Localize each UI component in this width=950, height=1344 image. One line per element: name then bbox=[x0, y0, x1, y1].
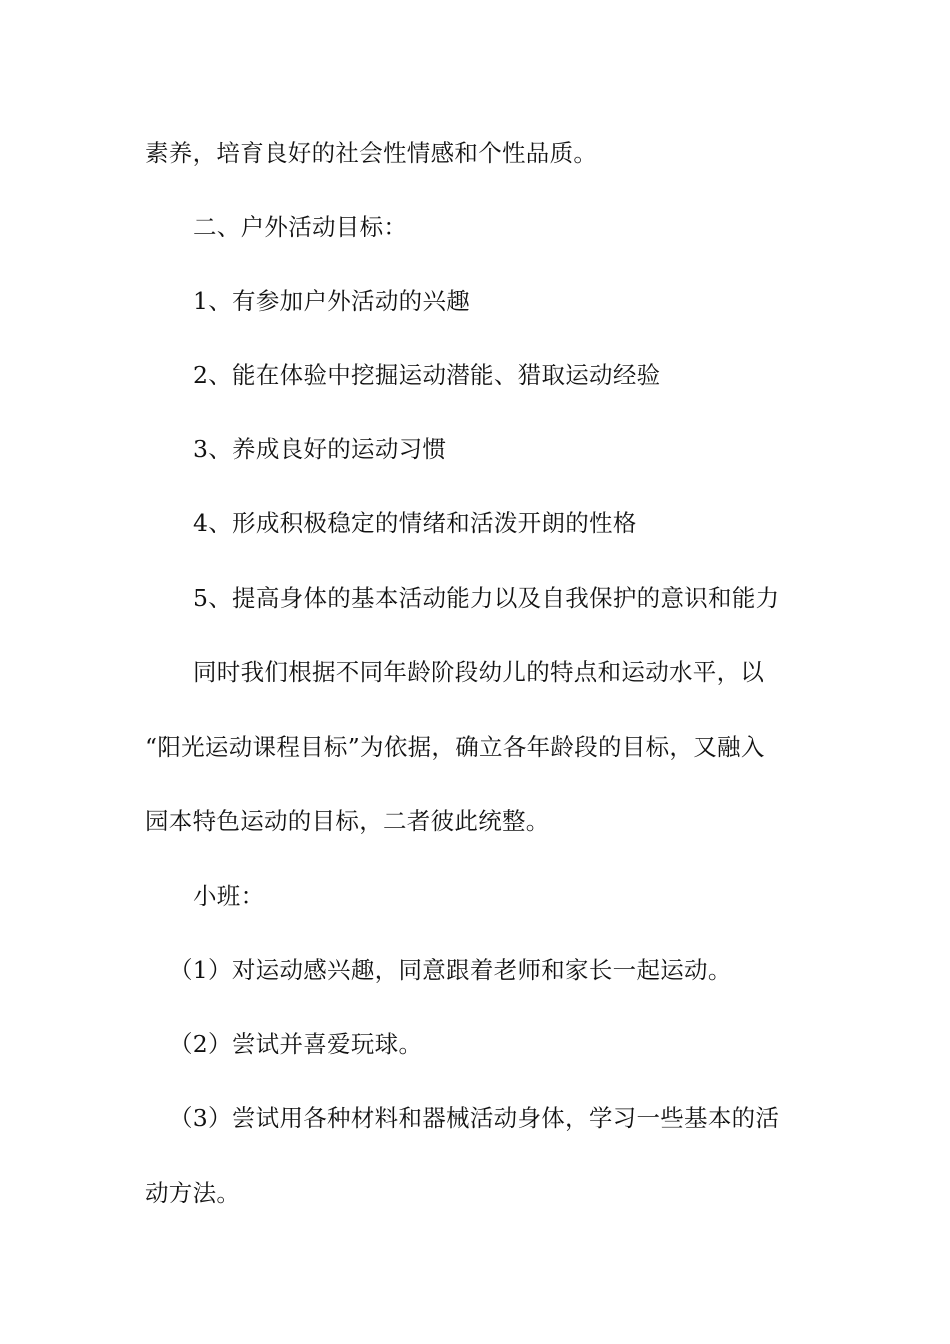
class-goal-3-continuation: 动方法。 bbox=[145, 1179, 241, 1207]
goal-item-2: 2、能在体验中挖掘运动潜能、猎取运动经验 bbox=[193, 361, 661, 389]
paragraph-continuation: 素养，培育良好的社会性情感和个性品质。 bbox=[145, 139, 598, 167]
class-goal-3: （3）尝试用各种材料和器械活动身体，学习一些基本的活 bbox=[169, 1104, 780, 1132]
goal-item-4: 4、形成积极稳定的情绪和活泼开朗的性格 bbox=[193, 509, 637, 537]
goal-item-5: 5、提高身体的基本活动能力以及自我保护的意识和能力 bbox=[193, 584, 780, 612]
goal-item-3: 3、养成良好的运动习惯 bbox=[193, 435, 447, 463]
class-heading: 小班： bbox=[193, 882, 265, 910]
paragraph-line-1: 同时我们根据不同年龄阶段幼儿的特点和运动水平，以 bbox=[193, 658, 765, 686]
class-goal-1: （1）对运动感兴趣，同意跟着老师和家长一起运动。 bbox=[169, 956, 732, 984]
paragraph-line-3: 园本特色运动的目标，二者彼此统整。 bbox=[145, 807, 550, 835]
section-heading: 二、户外活动目标： bbox=[193, 213, 408, 241]
goal-item-1: 1、有参加户外活动的兴趣 bbox=[193, 287, 471, 315]
class-goal-2: （2）尝试并喜爱玩球。 bbox=[169, 1030, 423, 1058]
paragraph-line-2: “阳光运动课程目标”为依据，确立各年龄段的目标，又融入 bbox=[145, 733, 765, 761]
